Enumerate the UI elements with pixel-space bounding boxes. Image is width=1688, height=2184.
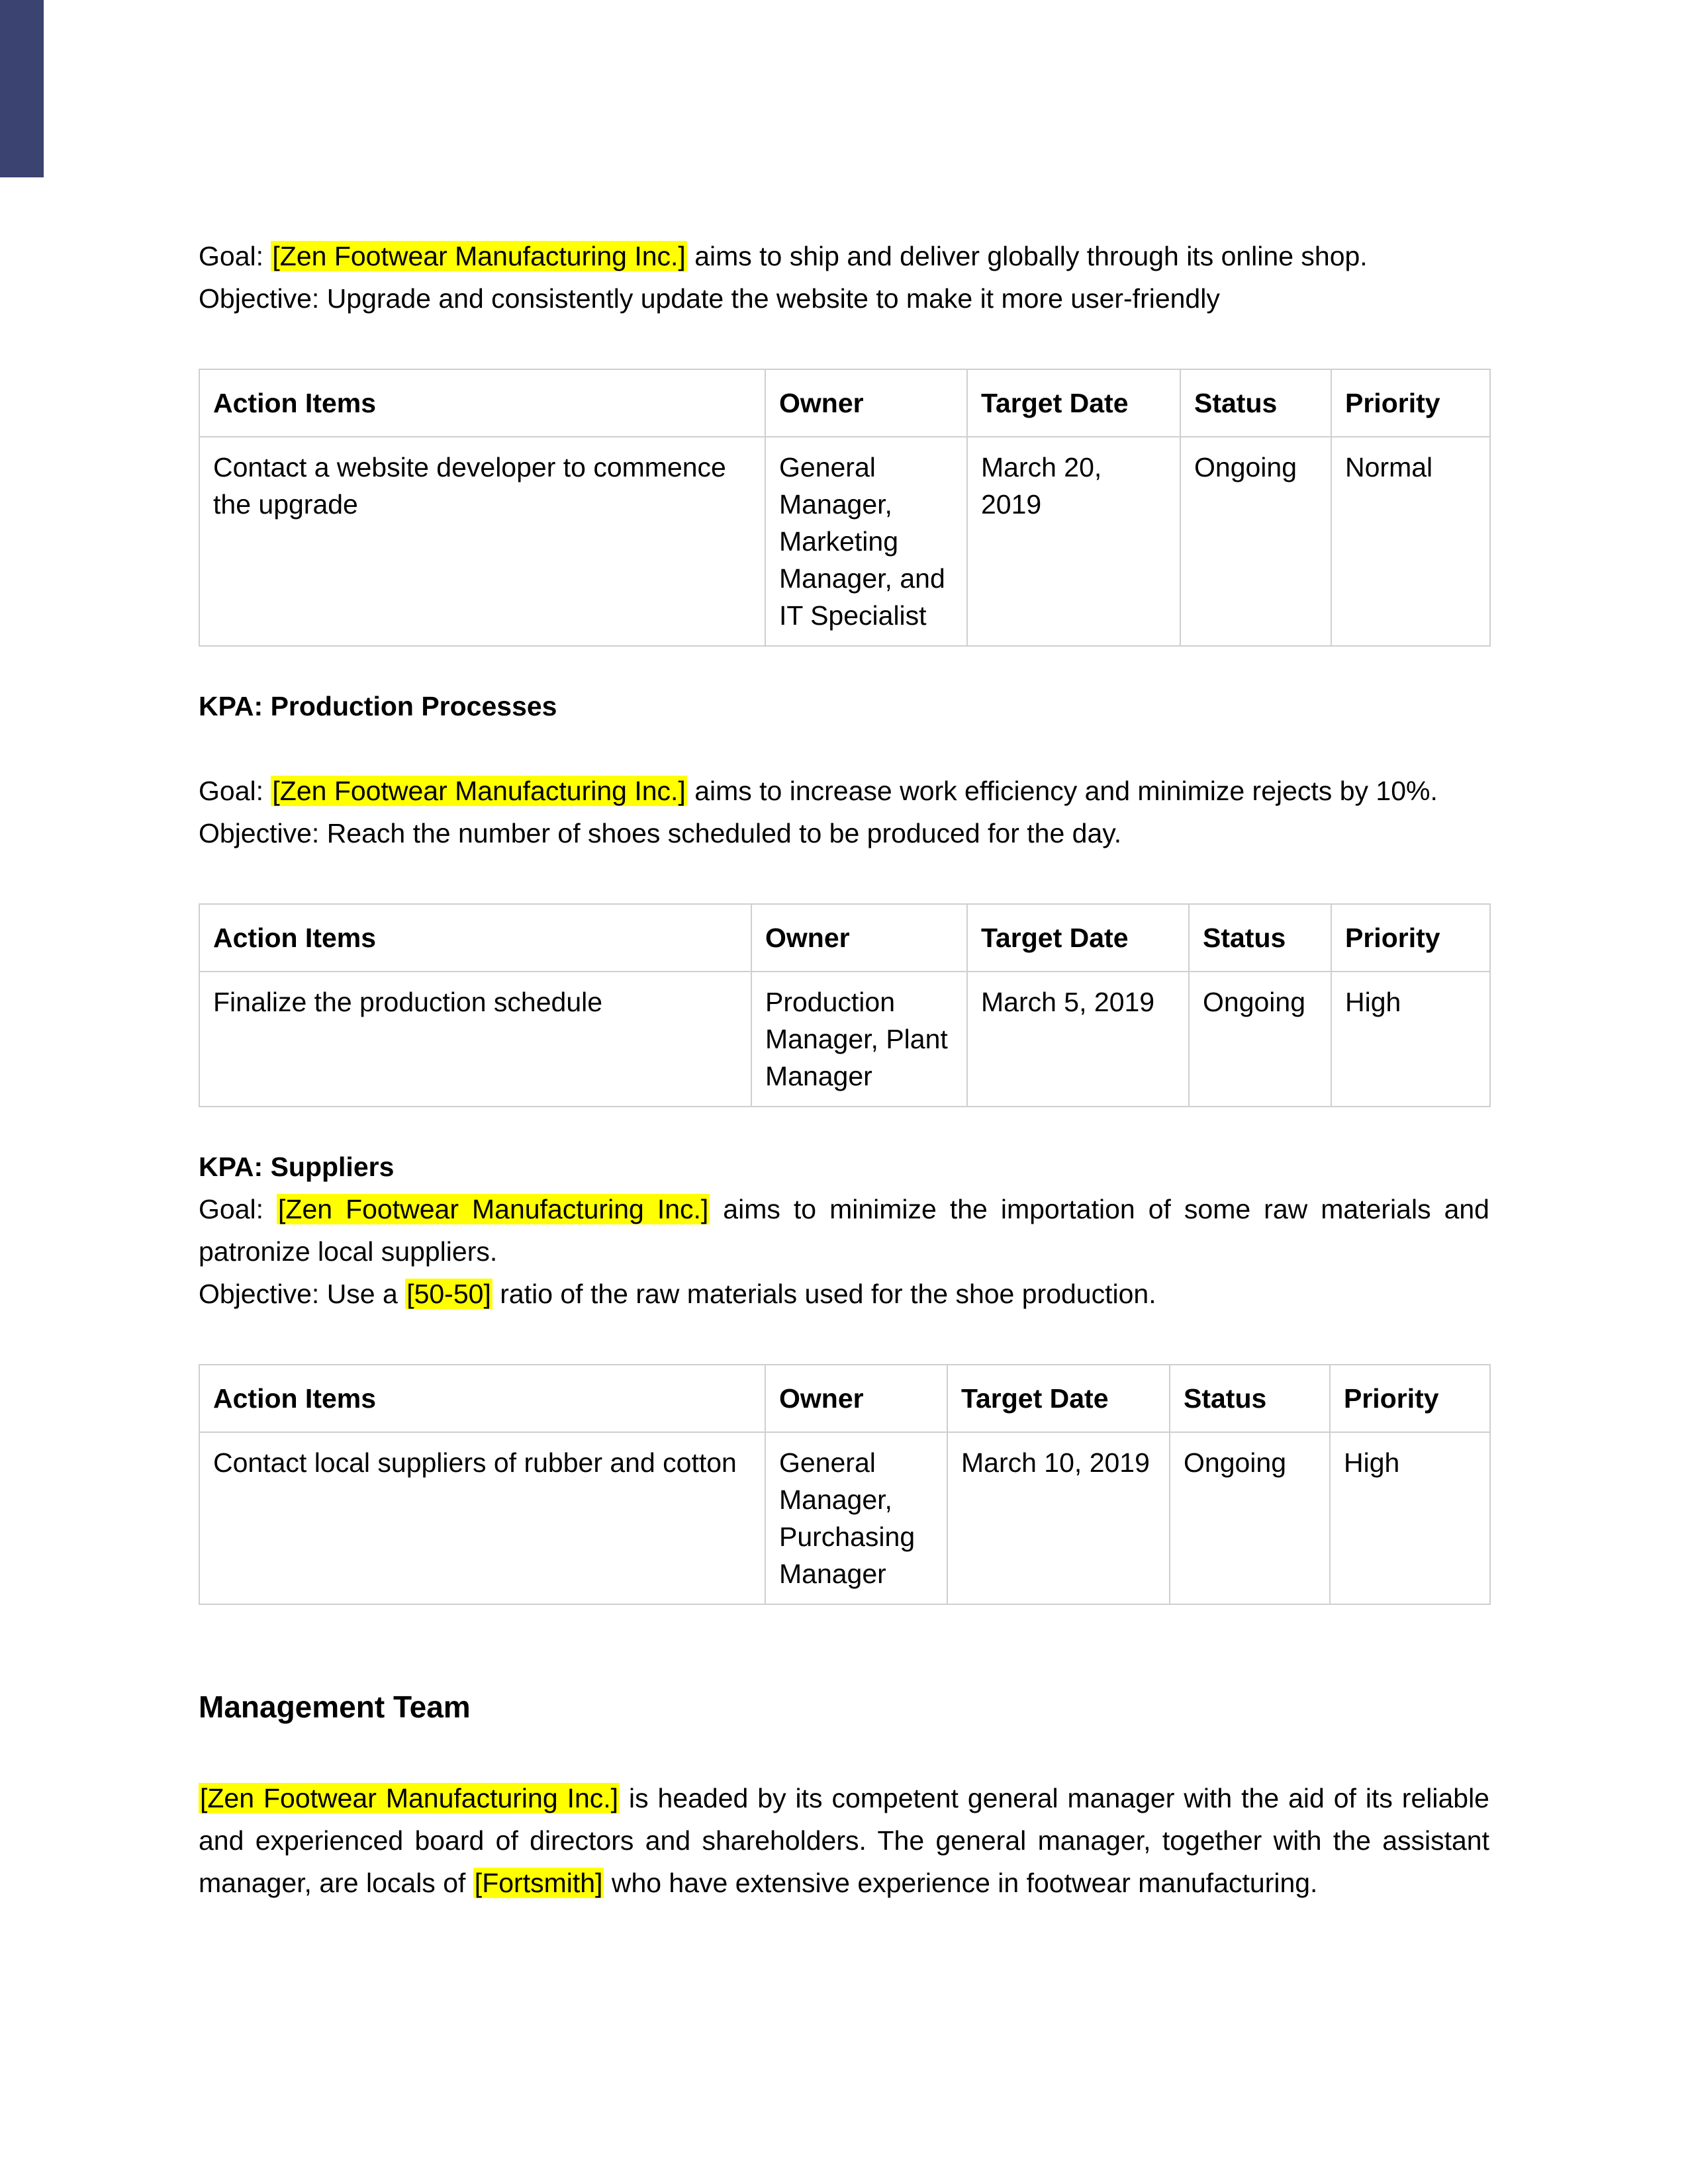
cell-status: Ongoing: [1180, 437, 1331, 646]
company-name-highlight: [Zen Footwear Manufacturing Inc.]: [272, 776, 686, 806]
header-status: Status: [1170, 1365, 1330, 1432]
header-status: Status: [1189, 904, 1331, 972]
cell-status: Ongoing: [1170, 1432, 1330, 1604]
cell-priority: High: [1330, 1432, 1490, 1604]
header-status: Status: [1180, 369, 1331, 437]
goal-statement: [199, 1188, 1489, 1273]
cell-priority: High: [1331, 972, 1490, 1107]
company-name-highlight: [Zen Footwear Manufacturing Inc.]: [278, 1194, 709, 1224]
kpa-heading: KPA: Suppliers: [199, 1152, 395, 1182]
header-priority: Priority: [1331, 369, 1490, 437]
management-paragraph: [199, 1777, 1489, 1904]
action-table-production: [199, 903, 1491, 1107]
section-suppliers: [199, 1146, 1489, 1605]
cell-target-date: March 10, 2019: [947, 1432, 1170, 1604]
header-owner: Owner: [751, 904, 967, 972]
action-table-suppliers: [199, 1364, 1491, 1605]
header-target-date: Target Date: [947, 1365, 1170, 1432]
cell-action-item: Finalize the production schedule: [199, 972, 751, 1107]
goal-label: Goal:: [199, 241, 271, 271]
management-text: is headed by its competent general manager with the aid of its reliable and experienced board of directors and shareholders. The general manager, together with the assistant manager, are locals of: [199, 1783, 1489, 1898]
company-name-highlight: [Zen Footwear Manufacturing Inc.]: [272, 241, 686, 271]
table-row: [199, 972, 1490, 1107]
goal-label: Goal:: [199, 1194, 277, 1224]
cell-owner: General Manager, Marketing Manager, and IT Specialist: [765, 437, 967, 646]
objective-text: Objective: Reach the number of shoes scheduled to be produced for the day.: [199, 818, 1122, 848]
goal-statement: [199, 235, 1489, 277]
objective-text: Objective: Upgrade and consistently update the website to make it more user-friendly: [199, 283, 1220, 314]
cell-action-item: Contact a website developer to commence the upgrade: [199, 437, 765, 646]
page-corner-tab: [0, 0, 44, 177]
management-text-end: who have extensive experience in footwear manufacturing.: [604, 1868, 1318, 1898]
goal-statement: [199, 770, 1489, 812]
header-target-date: Target Date: [967, 904, 1189, 972]
cell-target-date: March 5, 2019: [967, 972, 1189, 1107]
document-body: [199, 235, 1489, 1904]
table-row: [199, 1432, 1490, 1604]
header-priority: Priority: [1330, 1365, 1490, 1432]
cell-status: Ongoing: [1189, 972, 1331, 1107]
goal-label: Goal:: [199, 776, 271, 806]
header-action-items: Action Items: [199, 369, 765, 437]
header-owner: Owner: [765, 1365, 947, 1432]
header-priority: Priority: [1331, 904, 1490, 972]
cell-target-date: March 20, 2019: [967, 437, 1180, 646]
section-management-team: [199, 1686, 1489, 1904]
cell-owner: Production Manager, Plant Manager: [751, 972, 967, 1107]
ratio-highlight: [50-50]: [406, 1279, 491, 1309]
cell-priority: Normal: [1331, 437, 1490, 646]
goal-text: aims to increase work efficiency and minimize rejects by 10%.: [686, 776, 1438, 806]
header-action-items: Action Items: [199, 904, 751, 972]
objective-text-end: ratio of the raw materials used for the shoe production.: [492, 1279, 1156, 1309]
goal-text: aims to ship and deliver globally through its online shop.: [686, 241, 1368, 271]
location-highlight: [Fortsmith]: [474, 1868, 603, 1898]
table-header-row: [199, 1365, 1490, 1432]
header-target-date: Target Date: [967, 369, 1180, 437]
kpa-heading: KPA: Production Processes: [199, 691, 557, 721]
section-website: [199, 235, 1489, 647]
goal-text: aims to minimize the importation of some raw materials and patronize local suppliers.: [199, 1194, 1489, 1267]
objective-statement: [199, 812, 1489, 854]
objective-statement: [199, 1273, 1489, 1315]
action-table-website: [199, 369, 1491, 647]
table-row: [199, 437, 1490, 646]
table-header-row: [199, 369, 1490, 437]
table-header-row: [199, 904, 1490, 972]
header-owner: Owner: [765, 369, 967, 437]
objective-statement: [199, 277, 1489, 320]
company-name-highlight: [Zen Footwear Manufacturing Inc.]: [200, 1783, 619, 1813]
management-team-title: Management Team: [199, 1690, 471, 1724]
cell-owner: General Manager, Purchasing Manager: [765, 1432, 947, 1604]
cell-action-item: Contact local suppliers of rubber and cotton: [199, 1432, 765, 1604]
header-action-items: Action Items: [199, 1365, 765, 1432]
objective-text: Objective: Use a: [199, 1279, 406, 1309]
section-production-processes: [199, 685, 1489, 1107]
